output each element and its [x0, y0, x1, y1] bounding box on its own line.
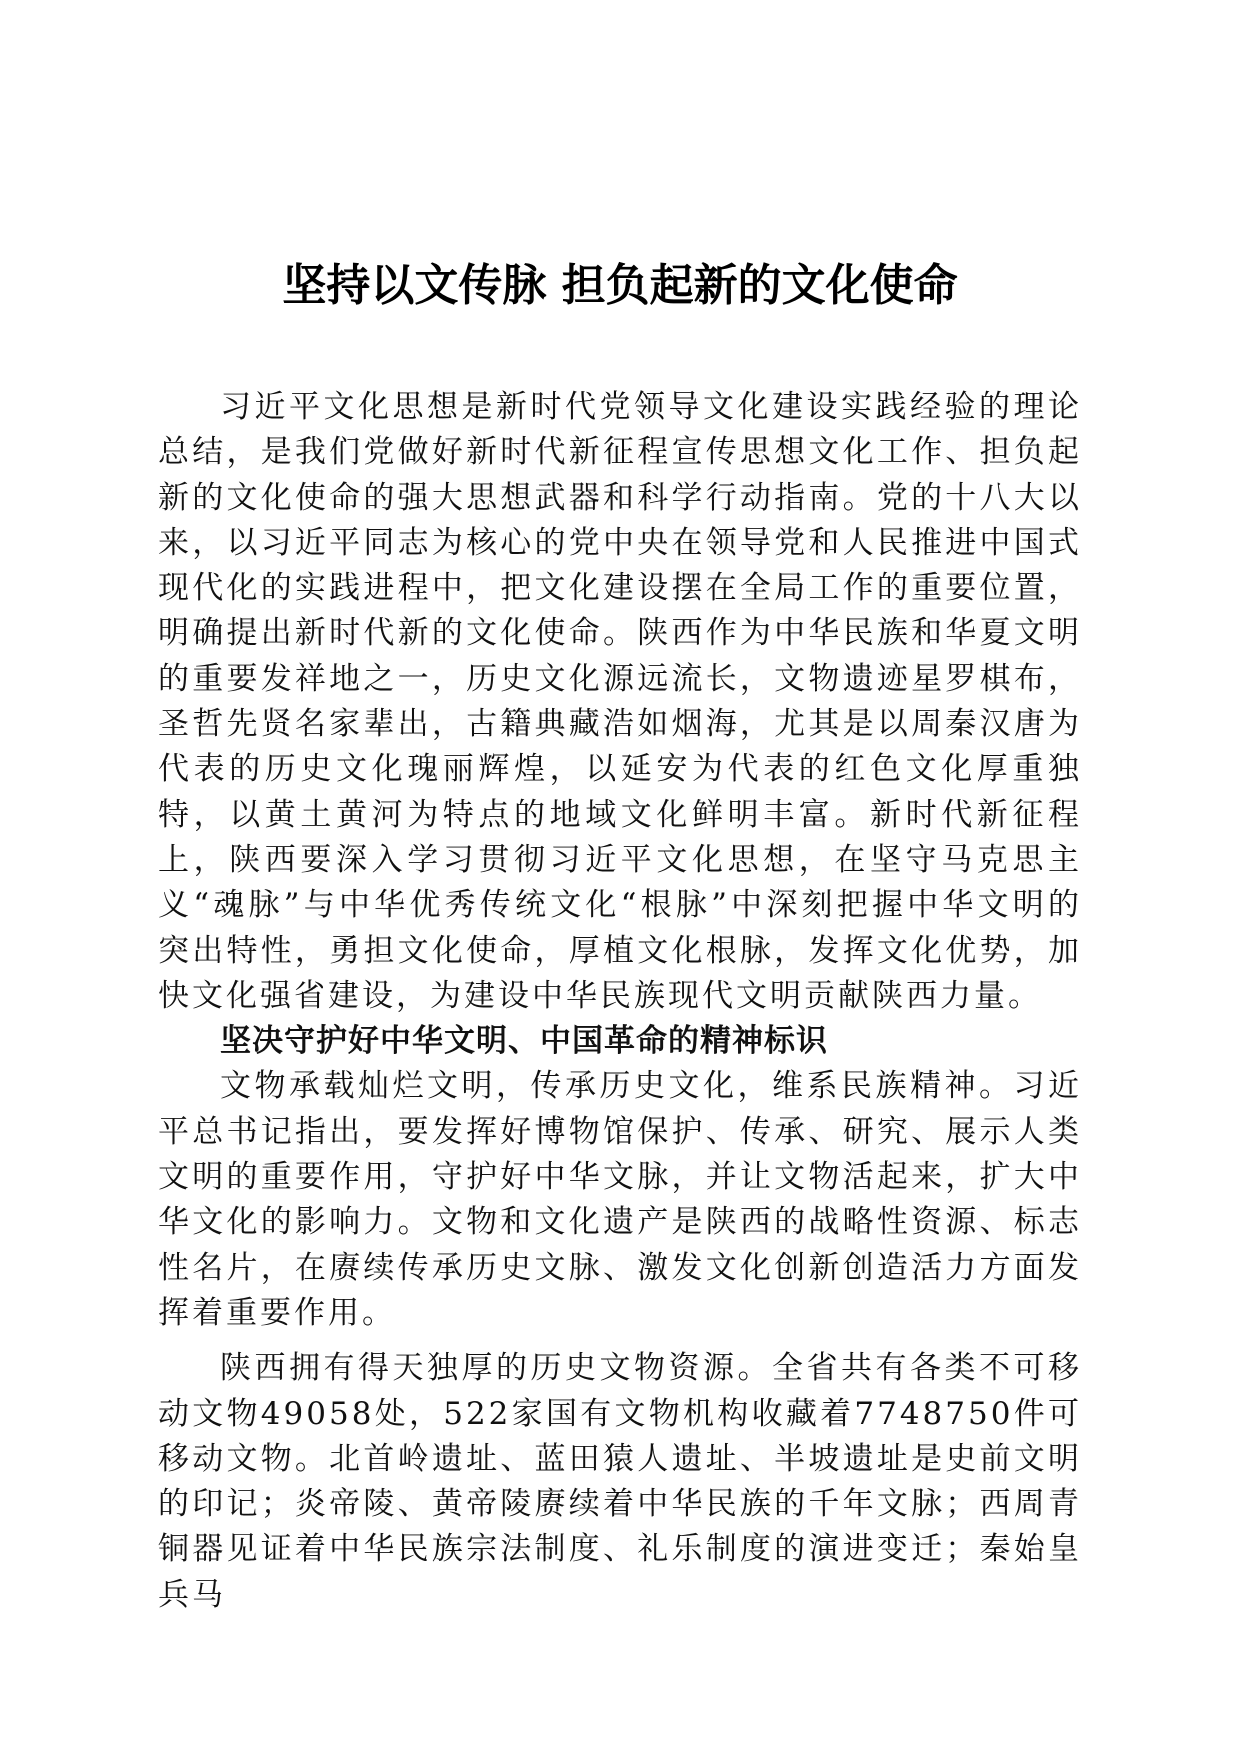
section-heading: 坚决守护好中华文明、中国革命的精神标识 — [220, 1023, 828, 1060]
document-body — [158, 385, 1082, 1618]
body-paragraph: 文物承载灿烂文明，传承历史文化，维系民族精神。习近平总书记指出，要发挥好博物馆保护、传承、研究、展示人类文明的重要作用，守护好中华文脉，并让文物活起来，扩大中华文化的影响力。文物和文化遗产是陕西的战略性资源、标志性名片，在赓续传承历史文脉、激发文化创新创造活力方面发挥着重要作用。 — [158, 1068, 1082, 1331]
intro-paragraph: 习近平文化思想是新时代党领导文化建设实践经验的理论总结，是我们党做好新时代新征程宣传思想文化工作、担负起新的文化使命的强大思想武器和科学行动指南。党的十八大以来，以习近平同志为核心的党中央在领导党和人民推进中国式现代化的实践进程中，把文化建设摆在全局工作的重要位置，明确提出新时代新的文化使命。陕西作为中华民族和华夏文明的重要发祥地之一，历史文化源远流长，文物遗迹星罗棋布，圣哲先贤名家辈出，古籍典藏浩如烟海，尤其是以周秦汉唐为代表的历史文化瑰丽辉煌，以延安为代表的红色文化厚重独特，以黄土黄河为特点的地域文化鲜明丰富。新时代新征程上，陕西要深入学习贯彻习近平文化思想，在坚守马克思主义“魂脉”与中华优秀传统文化“根脉”中深刻把握中华文明的突出特性，勇担文化使命，厚植文化根脉，发挥文化优势，加快文化强省建设，为建设中华民族现代文明贡献陕西力量。 — [158, 389, 1082, 1014]
body-paragraph: 陕西拥有得天独厚的历史文物资源。全省共有各类不可移动文物49058处，522家国有文物机构收藏着7748750件可移动文物。北首岭遗址、蓝田猿人遗址、半坡遗址是史前文明的印记；炎帝陵、黄帝陵赓续着中华民族的千年文脉；西周青铜器见证着中华民族宗法制度、礼乐制度的演进变迁；秦始皇兵马 — [158, 1350, 1082, 1613]
document-title: 坚持以文传脉 担负起新的文化使命 — [282, 260, 958, 311]
